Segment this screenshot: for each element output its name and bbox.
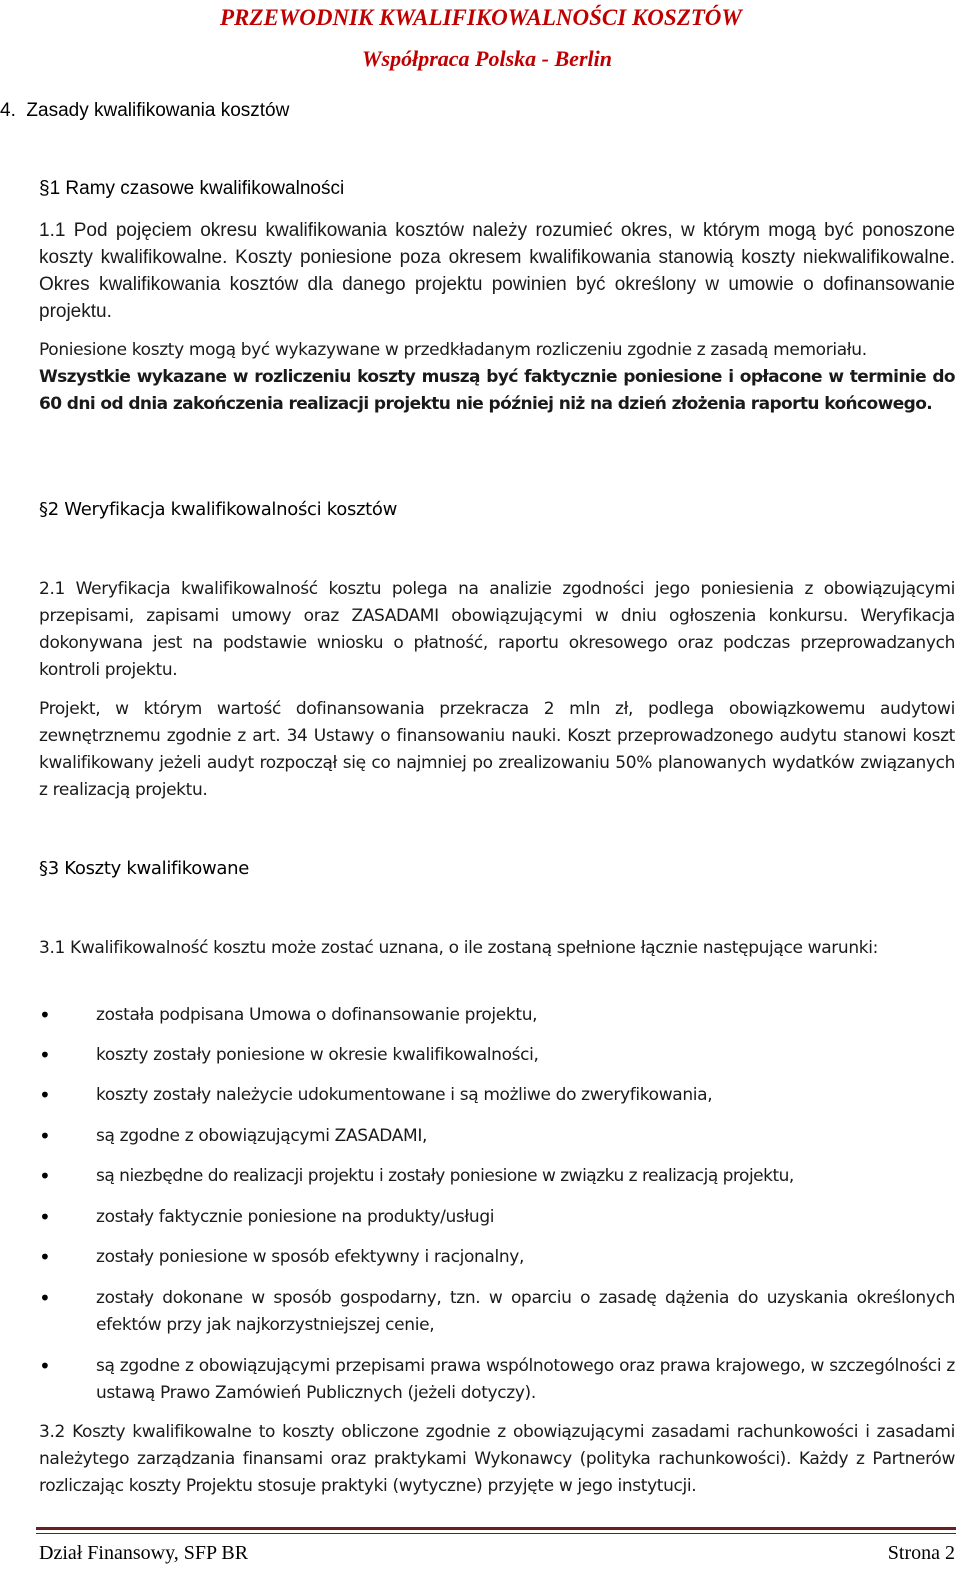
list-item-text: zostały dokonane w sposób gospodarny, tzn. w oparciu o zasadę dążenia do uzyskania określonych efektów przy jak najkorzystniejszej cenie,	[96, 1288, 955, 1335]
section-2-heading: §2 Weryfikacja kwalifikowalności kosztów	[39, 499, 398, 520]
section-1-paragraph-2: Poniesione koszty mogą być wykazywane w przedkładanym rozliczeniu zgodnie z zasadą memoriału.	[39, 340, 867, 360]
bullet-icon: •	[39, 1205, 51, 1229]
list-item-text: są zgodne z obowiązującymi przepisami prawa wspólnotowego oraz prawa krajowego, w szczególności z ustawą Prawo Zamówień Publicznych (jeżeli dotyczy).	[96, 1356, 955, 1403]
bullet-icon: •	[39, 1286, 51, 1310]
section-1-paragraph-3: Wszystkie wykazane w rozliczeniu koszty muszą być faktycznie poniesione i opłacone w terminie do 60 dni od dnia zakończenia realizacji projektu nie później niż na dzień złożenia raportu końcowego.	[39, 367, 955, 414]
document-subtitle: Współpraca Polska - Berlin	[362, 46, 612, 71]
list-item-text: zostały poniesione w sposób efektywny i racjonalny,	[96, 1247, 525, 1267]
footer-department: Dział Finansowy, SFP BR	[39, 1542, 249, 1564]
section-2-paragraph-2: Projekt, w którym wartość dofinansowania przekracza 2 mln zł, podlega obowiązkowemu audytowi zewnętrznemu zgodnie z art. 34 Ustawy o finansowaniu nauki. Koszt przeprowadzonego audytu stanowi koszt kwalifikowany jeżeli audyt rozpoczął się co najmniej po zrealizowaniu 50% planowanych wydatków związanych z realizacją projektu.	[39, 699, 955, 800]
bullet-icon: •	[39, 1124, 51, 1148]
list-item-text: została podpisana Umowa o dofinansowanie projektu,	[96, 1005, 538, 1025]
section-1-heading: §1 Ramy czasowe kwalifikowalności	[39, 178, 345, 199]
bullet-icon: •	[39, 1043, 51, 1067]
bullet-icon: •	[39, 1354, 51, 1378]
list-item-text: są zgodne z obowiązującymi ZASADAMI,	[96, 1126, 428, 1146]
document-title: PRZEWODNIK KWALIFIKOWALNOŚCI KOSZTÓW	[220, 5, 742, 30]
footer-rule	[36, 1533, 956, 1534]
list-item-text: koszty zostały poniesione w okresie kwalifikowalności,	[96, 1045, 539, 1065]
section-3-paragraph-2: 3.2 Koszty kwalifikowalne to koszty obliczone zgodnie z obowiązującymi zasadami rachunkowości i zasadami należytego zarządzania finansami oraz praktykami Wykonawcy (polityka rachunkowości). Każdy z Partnerów rozliczając koszty Projektu stosuje praktyki (wytyczne) przyjęte w jego instytucji.	[39, 1422, 955, 1496]
footer-rule	[36, 1527, 956, 1530]
section-2-paragraph-1: 2.1 Weryfikacja kwalifikowalność kosztu polega na analizie zgodności jego poniesienia z obowiązującymi przepisami, zapisami umowy oraz ZASADAMI obowiązującymi w dniu ogłoszenia konkursu. Weryfikacja dokonywana jest na podstawie wniosku o płatność, raportu okresowego oraz podczas przeprowadzanych kontroli projektu.	[39, 579, 955, 680]
bullet-icon: •	[39, 1003, 51, 1027]
bullet-icon: •	[39, 1245, 51, 1269]
footer-page-number: Strona 2	[887, 1542, 955, 1564]
section-1-paragraph-1: 1.1 Pod pojęciem okresu kwalifikowania kosztów należy rozumieć okres, w którym mogą być ponoszone koszty kwalifikowalne. Koszty poniesione poza okresem kwalifikowania stanowią koszty niekwalifikowalne. Okres kwalifikowania kosztów dla danego projektu powinien być określony w umowie o dofinansowanie projektu.	[39, 220, 955, 322]
bullet-icon: •	[39, 1083, 51, 1107]
list-item-text: zostały faktycznie poniesione na produkty/usługi	[96, 1207, 495, 1227]
section-3-paragraph-1: 3.1 Kwalifikowalność kosztu może zostać uznana, o ile zostaną spełnione łącznie następujące warunki:	[39, 938, 879, 958]
chapter-heading: 4. Zasady kwalifikowania kosztów	[0, 100, 290, 121]
section-3-heading: §3 Koszty kwalifikowane	[39, 858, 249, 879]
bullet-icon: •	[39, 1164, 51, 1188]
list-item-text: koszty zostały należycie udokumentowane i są możliwe do zweryfikowania,	[96, 1085, 713, 1105]
list-item-text: są niezbędne do realizacji projektu i zostały poniesione w związku z realizacją projektu,	[96, 1166, 794, 1186]
